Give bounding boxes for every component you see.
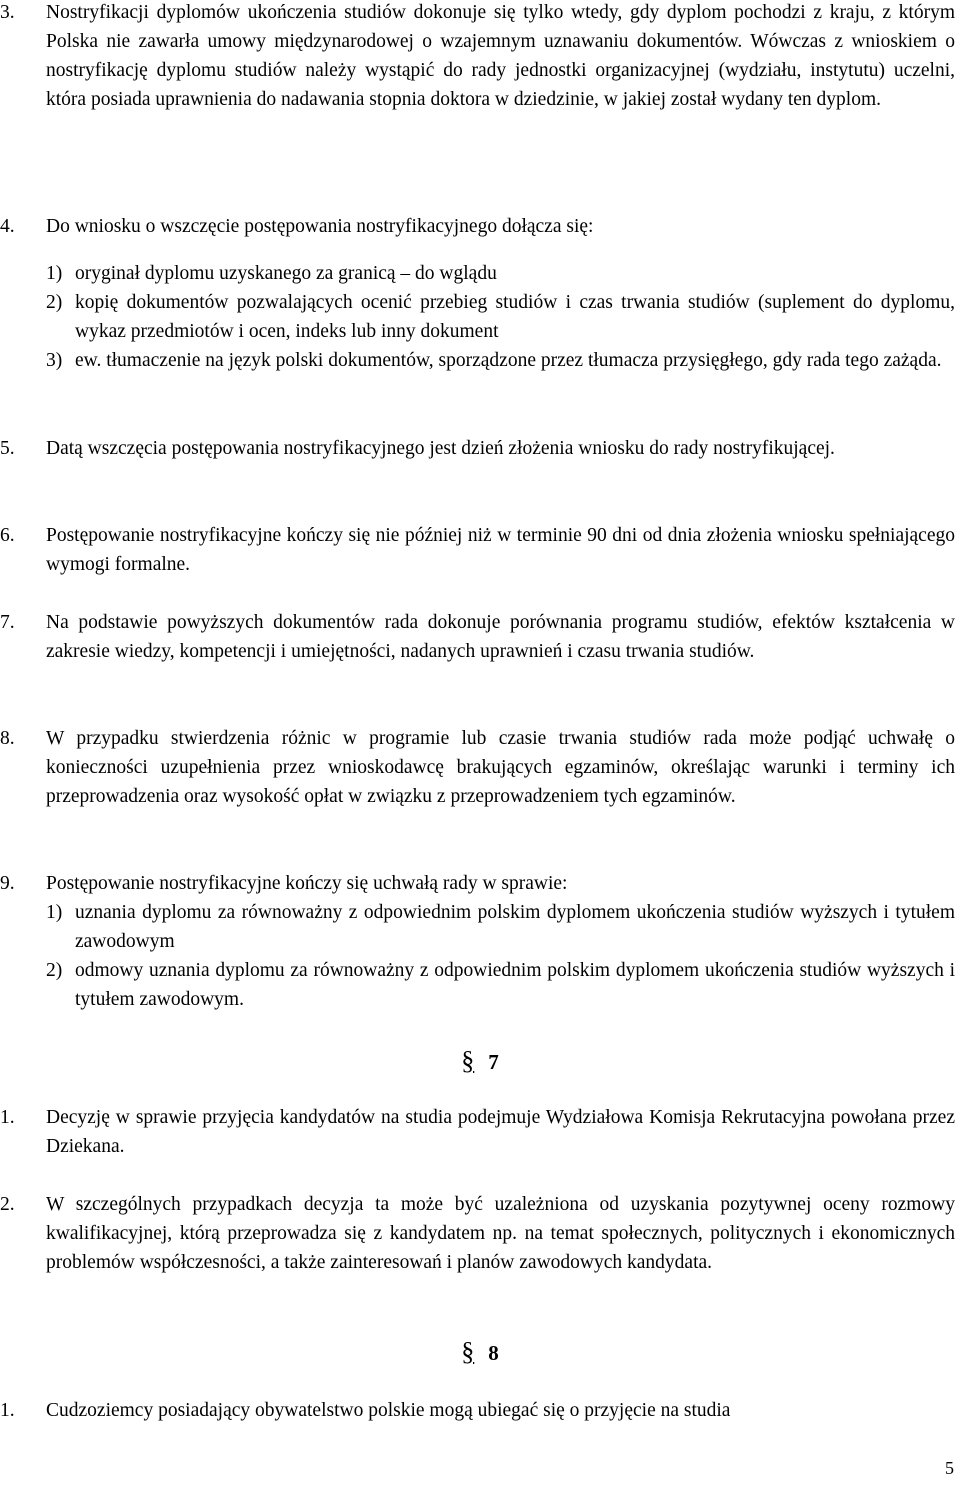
list-item-text: ew. tłumaczenie na język polski dokumentów, sporządzone przez tłumacza przysięgłego, gdy rada tego zażąda. [75, 350, 942, 371]
paragraph-4 [0, 212, 955, 241]
paragraph-text: Nostryfikacji dyplomów ukończenia studiów dokonuje się tylko wtedy, gdy dyplom pochodzi z kraju, z którym Polska nie zawarła umowy międzynarodowej o wzajemnym uznawaniu dokumentów. Wówczas z wnioskiem o nostryfikację dyplomu studiów należy wystąpić do rady jednostki organizacyjnej (wydziału, instytutu) uczelni, która posiada uprawnienia do nadawania stopnia doktora w dziedzinie, w jakiej został wydany ten dyplom. [46, 2, 955, 110]
paragraph-number: 7. [0, 612, 15, 633]
paragraph-number: 1. [0, 1400, 15, 1421]
section-heading-7 [0, 1046, 960, 1077]
list-item-number: 3) [46, 350, 63, 371]
list-item-text: oryginał dyplomu uzyskanego za granicą – do wglądu [75, 263, 497, 284]
paragraph-number: 5. [0, 438, 15, 459]
section-7-paragraph-2 [0, 1190, 955, 1277]
paragraph-text: W szczególnych przypadkach decyzja ta może być uzależniona od uzyskania pozytywnej oceny rozmowy kwalifikacyjnej, którą przeprowadza się z kandydatem np. na temat społecznych, politycznych i ekonomicznych problemów współczesności, a także zainteresowań i planów zawodowych kandydata. [46, 1194, 955, 1273]
section-7-paragraph-1 [0, 1103, 955, 1161]
paragraph-3 [0, 0, 955, 114]
paragraph-5 [0, 434, 955, 463]
section-number: 8 [488, 1341, 499, 1365]
list-item-text: odmowy uznania dyplomu za równoważny z odpowiednim polskim dyplomem ukończenia studiów wyższych i tytułem zawodowym. [75, 960, 955, 1010]
paragraph-text: Do wniosku o wszczęcie postępowania nostryfikacyjnego dołącza się: [46, 216, 594, 237]
paragraph-number: 4. [0, 216, 15, 237]
paragraph-text: Decyzję w sprawie przyjęcia kandydatów na studia podejmuje Wydziałowa Komisja Rekrutacyjna powołana przez Dziekana. [46, 1107, 955, 1157]
list-item-number: 2) [46, 960, 63, 981]
paragraph-number: 1. [0, 1107, 15, 1128]
section-number: 7 [488, 1050, 499, 1074]
paragraph-text: Cudzoziemcy posiadający obywatelstwo polskie mogą ubiegać się o przyjęcie na studia [46, 1400, 731, 1421]
section-sign: § [461, 1337, 475, 1366]
paragraph-number: 9. [0, 873, 15, 894]
list-item [46, 288, 955, 346]
paragraph-text: Na podstawie powyższych dokumentów rada dokonuje porównania programu studiów, efektów kształcenia w zakresie wiedzy, kompetencji i umiejętności, nadanych uprawnień i czasu trwania studiów. [46, 612, 955, 662]
paragraph-number: 6. [0, 525, 15, 546]
paragraph-text: W przypadku stwierdzenia różnic w programie lub czasie trwania studiów rada może podjąć uchwałę o konieczności uzupełnienia przez wnioskodawcę brakujących egzaminów, określając warunki i terminy ich przeprowadzenia oraz wysokość opłat w związku z przeprowadzeniem tych egzaminów. [46, 728, 955, 807]
paragraph-9 [0, 869, 955, 898]
paragraph-text: Datą wszczęcia postępowania nostryfikacyjnego jest dzień złożenia wniosku do rady nostryfikującej. [46, 438, 835, 459]
paragraph-6 [0, 521, 955, 579]
list-item-number: 1) [46, 263, 63, 284]
paragraph-number: 2. [0, 1194, 15, 1215]
paragraph-text: Postępowanie nostryfikacyjne kończy się nie później niż w terminie 90 dni od dnia złożenia wniosku spełniającego wymogi formalne. [46, 525, 955, 575]
list-item [46, 956, 955, 1014]
list-item-text: uznania dyplomu za równoważny z odpowiednim polskim dyplomem ukończenia studiów wyższych i tytułem zawodowym [75, 902, 955, 952]
paragraph-text: Postępowanie nostryfikacyjne kończy się uchwałą rady w sprawie: [46, 873, 568, 894]
page-number: 5 [945, 1458, 954, 1478]
section-heading-8 [0, 1337, 960, 1368]
list-item-number: 1) [46, 902, 63, 923]
paragraph-8 [0, 724, 955, 811]
section-8-paragraph-1 [0, 1396, 955, 1425]
list-item-text: kopię dokumentów pozwalających ocenić przebieg studiów i czas trwania studiów (suplement do dyplomu, wykaz przedmiotów i ocen, indeks lub inny dokument [75, 292, 955, 342]
list-item-number: 2) [46, 292, 63, 313]
paragraph-7 [0, 608, 955, 666]
paragraph-4-list [0, 259, 955, 375]
paragraph-number: 8. [0, 728, 15, 749]
list-item [46, 259, 955, 288]
paragraph-9-list [0, 898, 955, 1014]
paragraph-number: 3. [0, 2, 15, 23]
section-sign: § [461, 1046, 475, 1075]
list-item [46, 346, 955, 375]
list-item [46, 898, 955, 956]
